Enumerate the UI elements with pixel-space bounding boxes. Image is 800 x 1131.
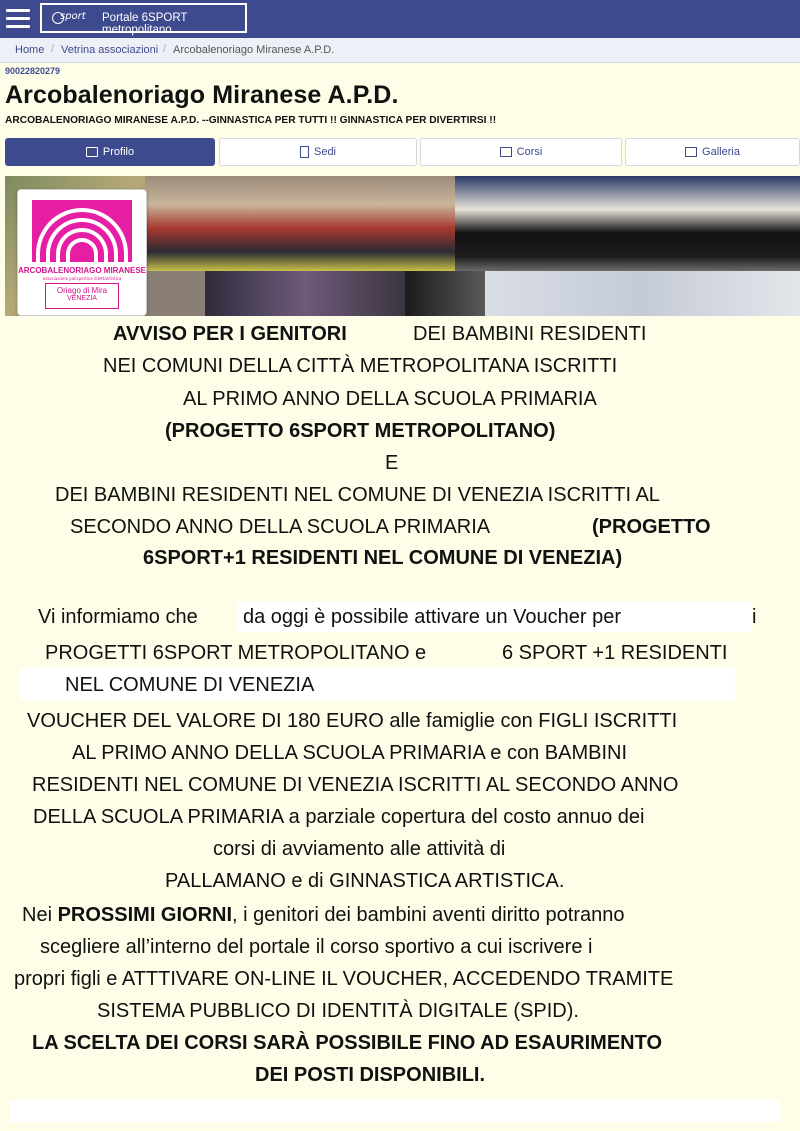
copy-icon (500, 147, 512, 157)
notice-line: 6 SPORT +1 RESIDENTI (502, 642, 728, 664)
notice-line: DEI BAMBINI RESIDENTI NEL COMUNE DI VENEZIA ISCRITTI AL (55, 484, 660, 506)
notice-line: Vi informiamo che (38, 606, 198, 628)
notice-line: DEI BAMBINI RESIDENTI (413, 323, 647, 345)
notice-line: LA SCELTA DEI CORSI SARÀ POSSIBILE FINO AD ESAURIMENTO (32, 1032, 663, 1054)
breadcrumb-separator: / (163, 43, 167, 55)
breadcrumb (0, 38, 800, 63)
portal-title: Portale 6SPORT metropolitano (102, 12, 188, 36)
notice-line: VOUCHER DEL VALORE DI 180 EURO alle famiglie con FIGLI ISCRITTI (27, 710, 678, 732)
notice-line: NEL COMUNE DI VENEZIA (65, 674, 315, 696)
notice-line: (PROGETTO 6SPORT METROPOLITANO) (165, 420, 556, 442)
notice-line: NEI COMUNI DELLA CITTÀ METROPOLITANA ISCRITTI (103, 355, 618, 377)
breadcrumb-separator: / (51, 43, 55, 55)
association-code: 90022820279 (5, 66, 61, 76)
notice-line: scegliere all’interno del portale il corso sportivo a cui iscrivere i (40, 936, 593, 958)
logo-place: Oriago di Mira VENEZIA (45, 283, 119, 309)
notice-line: AL PRIMO ANNO DELLA SCUOLA PRIMARIA e con BAMBINI (72, 742, 627, 764)
tab-label: Galleria (702, 146, 740, 158)
notice-line: E (385, 452, 399, 474)
breadcrumb-vetrina-link[interactable]: Vetrina associazioni (61, 44, 159, 56)
notice-heading: AVVISO PER I GENITORI (113, 323, 347, 345)
notice-line: corsi di avviamento alle attività di (213, 838, 506, 860)
tab-label: Corsi (516, 146, 543, 158)
hamburger-menu-icon[interactable] (6, 9, 30, 29)
notice-line: AL PRIMO ANNO DELLA SCUOLA PRIMARIA (183, 388, 597, 410)
top-navbar (0, 0, 800, 38)
breadcrumb-home-link[interactable]: Home (15, 44, 45, 56)
building-icon (300, 146, 309, 158)
notice-line: PALLAMANO e di GINNASTICA ARTISTICA. (165, 870, 565, 892)
logo-name: ARCOBALENORIAGO MIRANESE (18, 266, 147, 275)
notice-line: da oggi è possibile attivare un Voucher per (243, 606, 622, 628)
tab-sedi[interactable] (219, 138, 417, 166)
portal-home-link[interactable] (40, 3, 247, 36)
footer-band (10, 1100, 780, 1122)
logo-tagline: associazione polisportiva dilettantistica (42, 276, 122, 281)
tab-profilo[interactable] (5, 138, 215, 166)
image-icon (685, 147, 697, 157)
tab-galleria[interactable] (625, 138, 800, 166)
tab-label: Profilo (102, 146, 135, 158)
tab-corsi[interactable] (420, 138, 622, 166)
notice-line: RESIDENTI NEL COMUNE DI VENEZIA ISCRITTI AL SECONDO ANNO (32, 774, 679, 796)
notice-line: DELLA SCUOLA PRIMARIA a parziale copertura del costo annuo dei (33, 806, 645, 828)
rainbow-logo-icon (32, 200, 132, 262)
page-title: Arcobalenoriago Miranese A.P.D. (5, 81, 399, 109)
notice-line: (PROGETTO (592, 516, 711, 538)
notice-line: PROGETTI 6SPORT METROPOLITANO e (45, 642, 427, 664)
notice-line: Nei PROSSIMI GIORNI, i genitori dei bambini aventi diritto potranno (22, 904, 625, 926)
notice-line: i (752, 606, 757, 628)
notice-line: SECONDO ANNO DELLA SCUOLA PRIMARIA (70, 516, 491, 538)
notice-line: DEI POSTI DISPONIBILI. (255, 1064, 486, 1086)
association-logo (17, 189, 147, 316)
breadcrumb-current: Arcobalenoriago Miranese A.P.D. (173, 44, 335, 56)
notice-line: 6SPORT+1 RESIDENTI NEL COMUNE DI VENEZIA) (143, 547, 623, 569)
sport-logo-icon: sport (52, 10, 82, 28)
association-subtitle: ARCOBALENORIAGO MIRANESE A.P.D. --GINNASTICA PER TUTTI !! GINNASTICA PER DIVERTIRSI !! (5, 115, 497, 126)
notice-line: propri figli e ATTTIVARE ON-LINE IL VOUCHER, ACCEDENDO TRAMITE (14, 968, 674, 990)
notice-line: SISTEMA PUBBLICO DI IDENTITÀ DIGITALE (SPID). (97, 1000, 579, 1022)
id-card-icon (86, 147, 98, 157)
tab-label: Sedi (313, 146, 337, 158)
